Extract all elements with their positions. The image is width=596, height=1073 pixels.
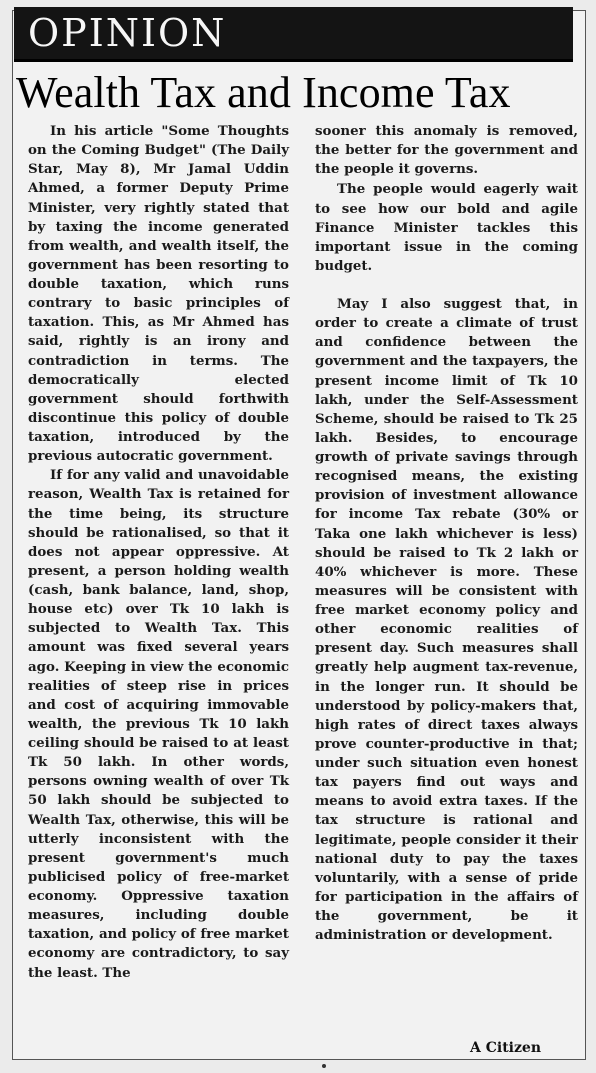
section-label: OPINION [28, 11, 227, 55]
print-speck [322, 1064, 326, 1068]
article-paragraph: If for any valid and unavoidable reason, Wealth Tax is retained for the time being, its structure should be rationalised, so that it does not appear oppressive. At present, a person holding wealth (cash, bank balance, land, shop, house etc) over Tk 10 lakh is subjected to Wealth Tax. This amount was fixed several years ago. Keeping in view the economic realities of steep rise in prices and cost of acquiring immovable wealth, the previous Tk 10 lakh ceiling should be raised to at least Tk 50 lakh. In other words, persons owning wealth of over Tk 50 lakh should be subjected to Wealth Tax, otherwise, this will be utterly inconsistent with the present government's much publicised policy of free-market economy. Oppressive taxation measures, including double taxation, and policy of free market economy are contradictory, to say the least. The [28, 467, 289, 981]
article-paragraph: May I also suggest that, in order to create a climate of trust and confidence between the government and the taxpayers, the present income limit of Tk 10 lakh, under the Self-Assessment Scheme, should be raised to Tk 25 lakh. Besides, to encourage growth of private savings through recognised means, the existing provision of investment allowance for income Tax rebate (30% or Taka one lakh whichever is less) should be raised to Tk 2 lakh or 40% whichever is more. These measures will be consistent with free market economy policy and other economic realities of present day. Such measures shall greatly help augment tax-revenue, in the longer run. It should be understood by policy-makers that, high rates of direct taxes always prove counter-productive in that; under such situation even honest tax payers find out ways and means to avoid extra taxes. If the tax structure is rational and legitimate, people consider it their national duty to pay the taxes voluntarily, with a sense of pride for participation in the affairs of the government, be it administration or development. [315, 296, 578, 944]
article-headline: Wealth Tax and Income Tax [16, 68, 511, 117]
article-paragraph: The people would eagerly wait to see how our bold and agile Finance Minister tackles this important issue in the coming budget. [315, 181, 578, 274]
article-signature: A Citizen [470, 1040, 542, 1056]
article-paragraph: In his article "Some Thoughts on the Coming Budget" (The Daily Star, May 8), Mr Jamal Uddin Ahmed, a former Deputy Prime Minister, very rightly stated that by taxing the income generated from wealth, and wealth itself, the government has been resorting to double taxation, which runs contrary to basic principles of taxation. This, as Mr Ahmed has said, rightly is an irony and contradiction in terms. The democratically elected government should forthwith discontinue this policy of double taxation, introduced by the previous autocratic government. [28, 123, 289, 465]
section-banner [14, 7, 573, 62]
article-column-left [28, 122, 289, 983]
article-column-right [315, 122, 578, 945]
article-paragraph: sooner this anomaly is removed, the better for the government and the people it governs. [315, 123, 578, 178]
